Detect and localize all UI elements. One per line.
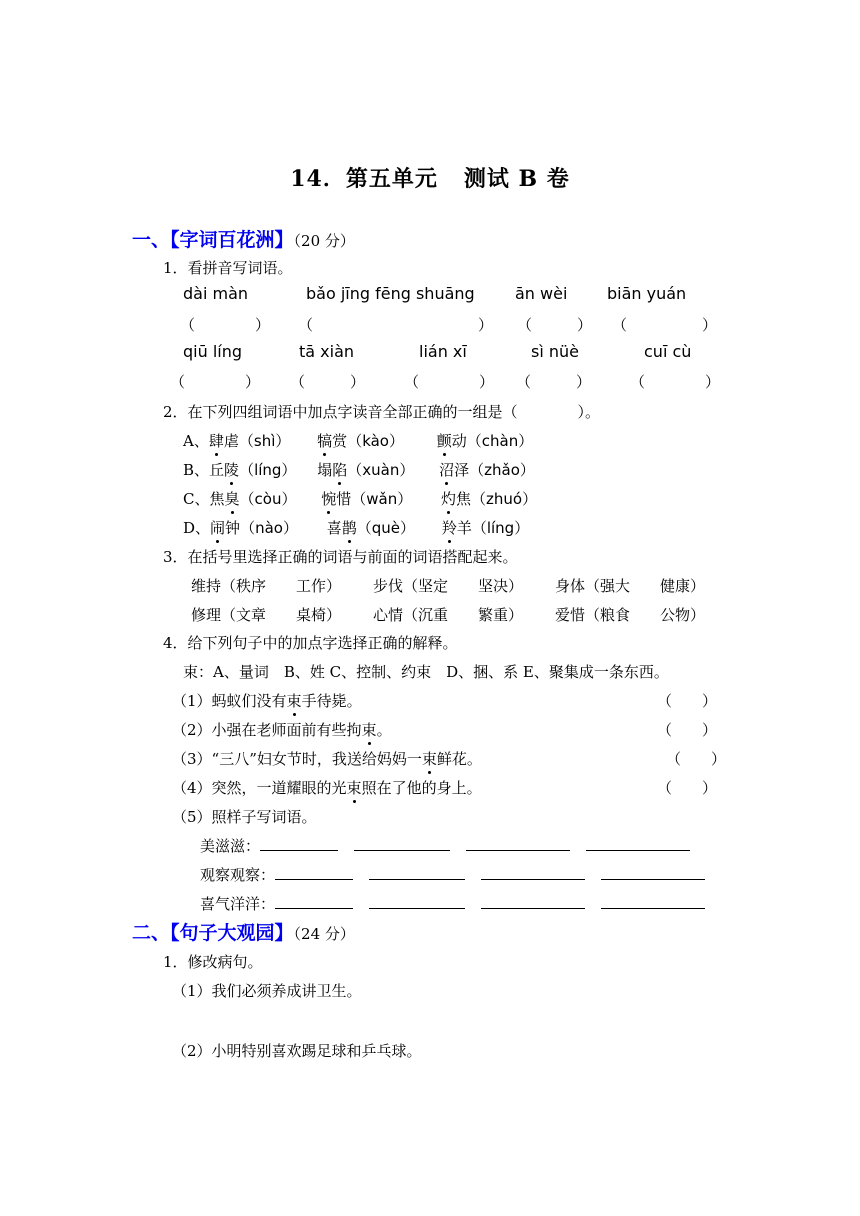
pinyin-item: dài màn xyxy=(183,284,249,303)
q4-prompt: 4．给下列句子中的加点字选择正确的解释。 xyxy=(163,634,458,652)
pinyin-row-1 xyxy=(0,284,860,306)
section-2-points: （24 分） xyxy=(293,925,355,943)
pinyin: （shì） xyxy=(238,432,291,450)
option-letter: B、 xyxy=(183,461,210,479)
char: 惜 xyxy=(336,490,352,508)
example-row-3 xyxy=(200,893,721,914)
blank-line[interactable] xyxy=(369,878,465,880)
answer-bracket[interactable]: （ ） xyxy=(657,721,718,739)
sentence-text: 。 xyxy=(376,721,392,739)
answer-bracket[interactable]: （ ） xyxy=(612,316,718,334)
answer-bracket[interactable]: （ ） xyxy=(516,373,592,391)
sentence-text: （3）“三八”妇女节时，我送给妈妈一 xyxy=(172,750,422,768)
pinyin-row-2 xyxy=(0,342,860,364)
answer-bracket[interactable]: （ ） xyxy=(298,316,494,334)
char: 赏 xyxy=(332,432,348,450)
q3-item[interactable]: 身体（强大 健康） xyxy=(555,577,706,595)
char: 虐 xyxy=(223,432,239,450)
answer-bracket[interactable]: （ ） xyxy=(657,692,718,710)
section-1-name: 【字词百花洲】 xyxy=(170,229,294,251)
char: 丘 xyxy=(209,461,225,479)
answer-bracket[interactable]: （ ） xyxy=(630,373,721,391)
pinyin-item: bǎo jīng fēng shuāng xyxy=(306,284,475,303)
q4-sentence-2 xyxy=(172,719,392,740)
q3-item[interactable]: 心情（沉重 繁重） xyxy=(373,606,524,624)
pinyin: （líng） xyxy=(239,461,297,479)
dotted-char: 犒 xyxy=(317,432,333,450)
dotted-char: 臭 xyxy=(224,490,240,508)
example-row-1 xyxy=(200,835,706,856)
dotted-char: 陷 xyxy=(332,461,348,479)
blank-line[interactable] xyxy=(275,907,353,909)
pinyin-item: sì nüè xyxy=(531,342,579,361)
q2-option-c[interactable] xyxy=(183,488,537,509)
answer-bracket[interactable]: （ ） xyxy=(404,373,495,391)
pinyin-item: ān wèi xyxy=(515,284,568,303)
page-title xyxy=(0,162,860,193)
blank-line[interactable] xyxy=(260,849,338,851)
dotted-char: 陵 xyxy=(224,461,240,479)
dotted-char: 束 xyxy=(421,750,437,768)
blank-line[interactable] xyxy=(586,849,690,851)
s2-sentence-1: （1）我们必须养成讲卫生。 xyxy=(172,982,362,1000)
blank-line[interactable] xyxy=(354,849,450,851)
blank-line[interactable] xyxy=(481,907,585,909)
q4-definition: 束：A、量词 B、姓 C、控制、约束 D、捆、系 E、聚集成一条东西。 xyxy=(183,663,669,681)
dotted-char: 束 xyxy=(286,692,302,710)
sentence-text: 鲜花。 xyxy=(436,750,482,768)
example-row-2 xyxy=(200,864,721,885)
pinyin-item: cuī cù xyxy=(644,342,692,361)
char: 焦 xyxy=(209,490,225,508)
q4-sentence-1 xyxy=(172,690,362,711)
q4-sentence-3 xyxy=(172,748,482,769)
pinyin: （chàn） xyxy=(466,432,534,450)
pinyin: （líng） xyxy=(471,519,530,537)
q2-option-a[interactable] xyxy=(183,430,533,451)
q2-prompt: 2．在下列四组词语中加点字读音全部正确的一组是（ ）。 xyxy=(163,403,601,421)
char: 塌 xyxy=(317,461,333,479)
dotted-char: 沼 xyxy=(439,461,455,479)
q3-item[interactable]: 步伐（坚定 坚决） xyxy=(373,577,524,595)
section-2-name: 【句子大观园】 xyxy=(170,922,294,944)
char: 羊 xyxy=(456,519,472,537)
blank-line[interactable] xyxy=(466,849,570,851)
title-main: 14．第五单元 xyxy=(290,166,438,192)
blank-line[interactable] xyxy=(369,907,465,909)
pinyin: （kào） xyxy=(347,432,404,450)
pinyin: （wǎn） xyxy=(351,490,413,508)
char: 焦 xyxy=(456,490,472,508)
char: 钟 xyxy=(225,519,241,537)
answer-bracket[interactable]: （ ） xyxy=(517,316,593,334)
char: 动 xyxy=(451,432,467,450)
pinyin: （zhuó） xyxy=(471,490,538,508)
blank-line[interactable] xyxy=(601,907,705,909)
s2-sentence-2: （2）小明特别喜欢踢足球和乒乓球。 xyxy=(172,1042,422,1060)
q4-5-prompt: （5）照样子写词语。 xyxy=(172,808,317,826)
pinyin-item: lián xī xyxy=(419,342,467,361)
q2-option-b[interactable] xyxy=(183,459,535,480)
pinyin: （què） xyxy=(356,519,416,537)
answer-bracket[interactable]: （ ） xyxy=(666,750,727,768)
pinyin-item: tā xiàn xyxy=(299,342,355,361)
sentence-text: 手待毙。 xyxy=(301,692,362,710)
char: 泽 xyxy=(454,461,470,479)
s2-q1-prompt: 1．修改病句。 xyxy=(163,953,263,971)
q1-prompt: 1．看拼音写词语。 xyxy=(163,259,293,277)
char: 喜 xyxy=(326,519,342,537)
answer-bracket[interactable]: （ ） xyxy=(657,779,718,797)
dotted-char: 灼 xyxy=(441,490,457,508)
pinyin: （xuàn） xyxy=(347,461,415,479)
dotted-char: 肆 xyxy=(208,432,224,450)
example-word: 观察观察： xyxy=(200,866,276,884)
section-1-header xyxy=(132,225,355,252)
dotted-char: 羚 xyxy=(441,519,457,537)
dotted-char: 束 xyxy=(361,721,377,739)
q4-sentence-4 xyxy=(172,777,482,798)
dotted-char: 颤 xyxy=(436,432,452,450)
title-sub: 测试 B 卷 xyxy=(463,166,570,192)
option-letter: C、 xyxy=(183,490,210,508)
sentence-text: （4）突然，一道耀眼的光 xyxy=(172,779,347,797)
pinyin: （zhǎo） xyxy=(469,461,535,479)
pinyin-item: qiū líng xyxy=(183,342,243,361)
blank-line[interactable] xyxy=(275,878,353,880)
example-word: 美滋滋： xyxy=(200,837,261,855)
option-letter: D、 xyxy=(183,519,211,537)
answer-brackets-row-1 xyxy=(0,314,860,336)
blank-line[interactable] xyxy=(481,878,585,880)
q3-item[interactable]: 修理（文章 桌椅） xyxy=(191,606,342,624)
option-letter: A、 xyxy=(183,432,209,450)
blank-line[interactable] xyxy=(601,878,705,880)
answer-bracket[interactable]: （ ） xyxy=(170,373,261,391)
sentence-text: 照在了他的身上。 xyxy=(361,779,482,797)
pinyin: （còu） xyxy=(239,490,297,508)
answer-brackets-row-2 xyxy=(0,371,860,393)
section-1-points: （20 分） xyxy=(293,232,355,250)
answer-bracket[interactable]: （ ） xyxy=(180,316,271,334)
answer-bracket[interactable]: （ ） xyxy=(290,373,366,391)
section-1-number: 一、 xyxy=(132,229,171,251)
dotted-char: 鹊 xyxy=(341,519,357,537)
sentence-text: （2）小强在老师面前有些拘 xyxy=(172,721,362,739)
pinyin-item: biān yuán xyxy=(607,284,687,303)
q3-item[interactable]: 维持（秩序 工作） xyxy=(191,577,342,595)
q3-prompt: 3．在括号里选择正确的词语与前面的词语搭配起来。 xyxy=(163,548,518,566)
section-2-header xyxy=(132,918,355,945)
section-2-number: 二、 xyxy=(132,922,171,944)
q3-item[interactable]: 爱惜（粮食 公物） xyxy=(555,606,706,624)
example-word: 喜气洋洋： xyxy=(200,895,276,913)
dotted-char: 惋 xyxy=(321,490,337,508)
q2-option-d[interactable] xyxy=(183,517,529,538)
pinyin: （nào） xyxy=(240,519,298,537)
dotted-char: 束 xyxy=(346,779,362,797)
dotted-char: 闹 xyxy=(210,519,226,537)
sentence-text: （1）蚂蚁们没有 xyxy=(172,692,287,710)
